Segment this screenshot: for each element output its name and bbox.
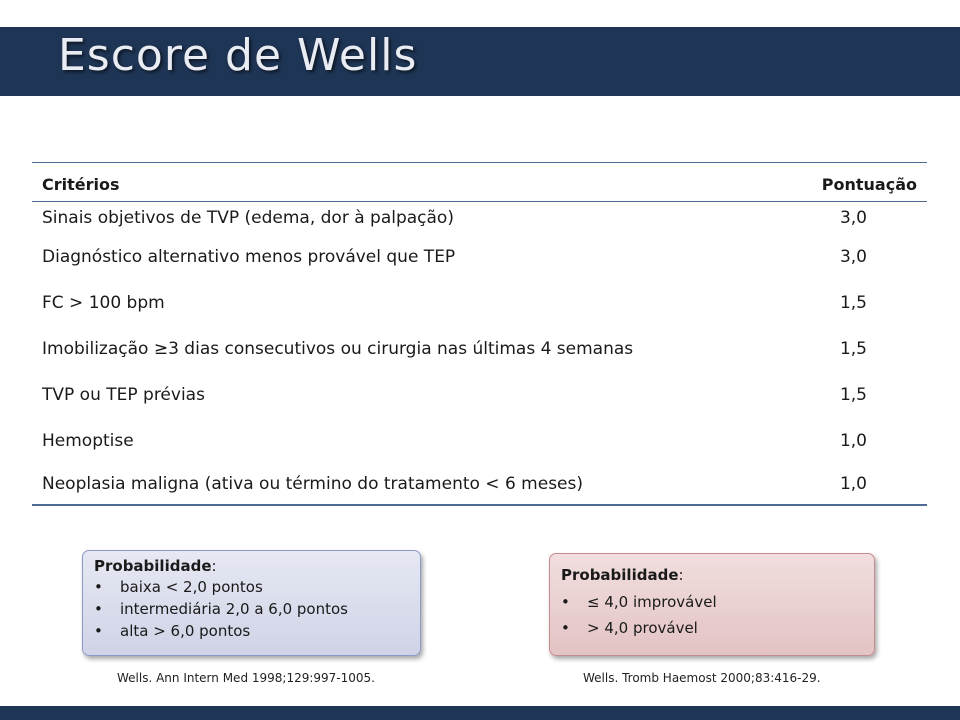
probability-box-heading (94, 557, 217, 575)
score-cell: 1,0 (785, 464, 927, 505)
list-item-text: > 4,0 provável (587, 619, 698, 637)
score-cell: 3,0 (839, 247, 867, 267)
list-item (561, 593, 717, 619)
bullet-icon: • (561, 619, 570, 637)
bullet-icon: • (94, 600, 103, 618)
criterion-cell: Imobilização ≥3 dias consecutivos ou cirurgia nas últimas 4 semanas (42, 339, 634, 359)
slide-title: Escore de Wells (58, 30, 418, 81)
heading-colon: : (678, 566, 684, 584)
criterion-cell: Neoplasia maligna (ativa ou término do tratamento < 6 meses) (32, 464, 785, 505)
table-row (32, 202, 927, 235)
list-item (94, 622, 348, 644)
score-cell: 1,5 (839, 293, 867, 313)
probability-box-points (82, 550, 421, 656)
probability-list (561, 593, 717, 645)
reference-citation-right: Wells. Tromb Haemost 2000;83:416-29. (583, 671, 821, 685)
column-header-criteria: Critérios (32, 163, 785, 202)
score-cell: 3,0 (839, 208, 867, 228)
heading-colon: : (211, 557, 217, 575)
bullet-icon: • (561, 593, 570, 611)
table-row (32, 464, 927, 505)
list-item (561, 619, 717, 645)
score-cell: 1,5 (839, 339, 867, 359)
list-item-text: baixa < 2,0 pontos (120, 578, 263, 596)
table-row (32, 326, 927, 372)
column-header-score: Pontuação (785, 163, 927, 202)
probability-heading-text: Probabilidade (94, 557, 212, 575)
score-cell: 1,5 (839, 385, 867, 405)
bullet-icon: • (94, 622, 103, 640)
score-cell: 1,0 (839, 431, 867, 451)
table-header-row (32, 163, 927, 202)
probability-heading-text: Probabilidade (561, 566, 679, 584)
table-row (32, 280, 927, 326)
bullet-icon: • (94, 578, 103, 596)
criterion-cell: Hemoptise (42, 431, 134, 451)
table-row (32, 234, 927, 280)
list-item-text: intermediária 2,0 a 6,0 pontos (120, 600, 348, 618)
reference-citation-left: Wells. Ann Intern Med 1998;129:997-1005. (117, 671, 375, 685)
list-item-text: alta > 6,0 pontos (120, 622, 251, 640)
criterion-cell: Diagnóstico alternativo menos provável que TEP (42, 247, 456, 267)
probability-box-heading (561, 566, 684, 584)
list-item (94, 578, 348, 600)
list-item (94, 600, 348, 622)
list-item-text: ≤ 4,0 improvável (587, 593, 717, 611)
criterion-cell: FC > 100 bpm (42, 293, 165, 313)
footer-bar (0, 706, 960, 720)
criteria-table (32, 162, 927, 506)
criterion-cell: Sinais objetivos de TVP (edema, dor à palpação) (42, 208, 454, 228)
table-row (32, 372, 927, 418)
table-row (32, 418, 927, 464)
criterion-cell: TVP ou TEP prévias (42, 385, 205, 405)
probability-list (94, 578, 348, 644)
probability-box-threshold (549, 553, 875, 656)
